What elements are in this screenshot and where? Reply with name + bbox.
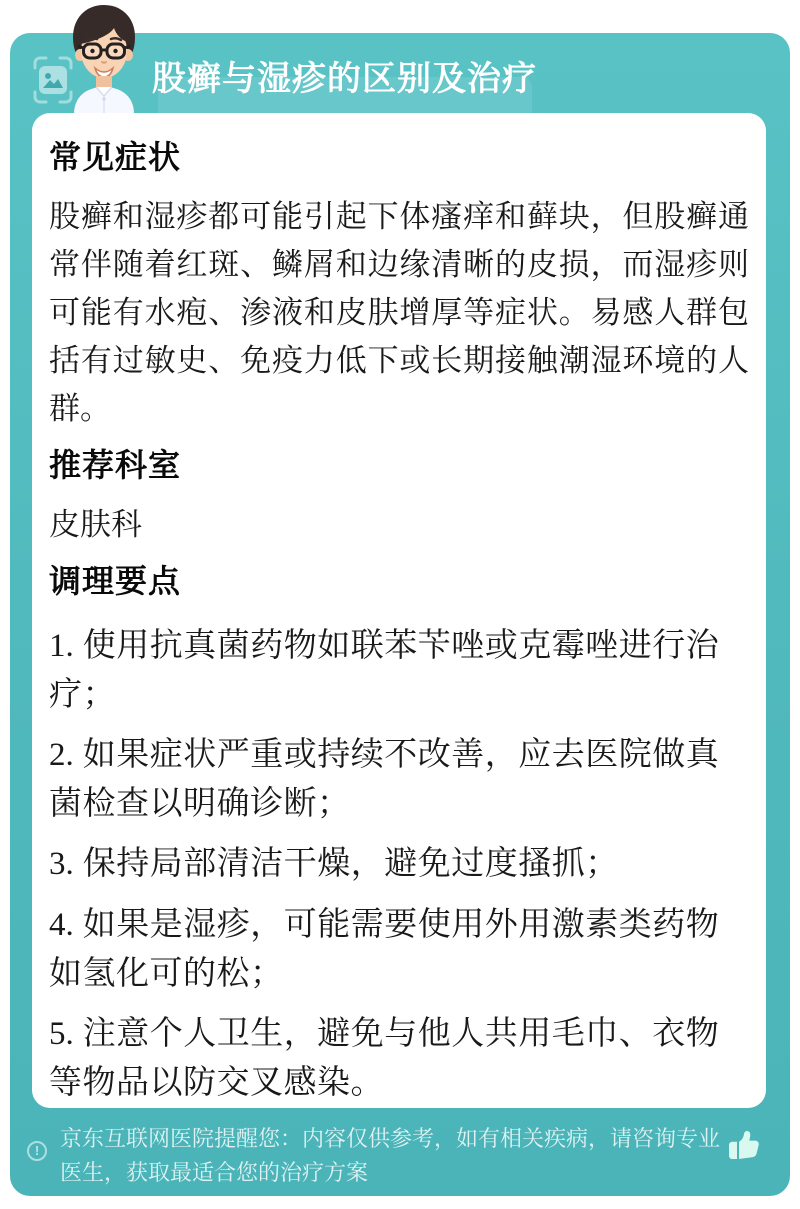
doctor-avatar <box>56 2 152 114</box>
thumbs-up-icon[interactable] <box>726 1127 760 1163</box>
symptoms-paragraph: 股癣和湿疹都可能引起下体瘙痒和藓块，但股癣通常伴随着红斑、鳞屑和边缘清晰的皮损，而湿疹则可能有水疱、渗液和皮肤增厚等症状。易感人群包括有过敏史、免疫力低下或长期接触潮湿环境的人群。 <box>49 199 749 426</box>
list-item <box>49 730 749 827</box>
list-item <box>49 900 749 997</box>
list-item-text: 如果症状严重或持续不改善，应去医院做真菌检查以明确诊断； <box>49 735 720 821</box>
list-item-number: 5. <box>49 1016 74 1052</box>
list-item <box>49 1009 749 1106</box>
list-item-text: 注意个人卫生，避免与他人共用毛巾、衣物等物品以防交叉感染。 <box>49 1014 720 1100</box>
list-item <box>49 621 749 718</box>
disclaimer-text: 京东互联网医院提醒您：内容仅供参考，如有相关疾病，请咨询专业医生，获取最适合您的治疗方案 <box>60 1126 721 1185</box>
section-heading-care-points: 调理要点 <box>49 563 182 599</box>
list-item-number: 3. <box>49 846 74 882</box>
list-item <box>49 839 749 888</box>
list-item-number: 2. <box>49 737 74 773</box>
alert-circle-icon: ! <box>27 1141 47 1161</box>
list-item-number: 4. <box>49 907 74 943</box>
section-heading-department: 推荐科室 <box>49 447 182 483</box>
page-title: 股癣与湿疹的区别及治疗 <box>152 60 537 98</box>
content-card <box>32 113 766 1108</box>
list-item-text: 保持局部清洁干燥，避免过度搔抓； <box>82 844 619 881</box>
list-item-text: 使用抗真菌药物如联苯苄唑或克霉唑进行治疗； <box>49 626 720 712</box>
care-points-list <box>49 621 749 1106</box>
department-value: 皮肤科 <box>49 507 142 542</box>
list-item-number: 1. <box>49 628 74 664</box>
list-item-text: 如果是湿疹，可能需要使用外用激素类药物如氢化可的松； <box>49 905 720 991</box>
section-heading-symptoms: 常见症状 <box>49 139 182 175</box>
